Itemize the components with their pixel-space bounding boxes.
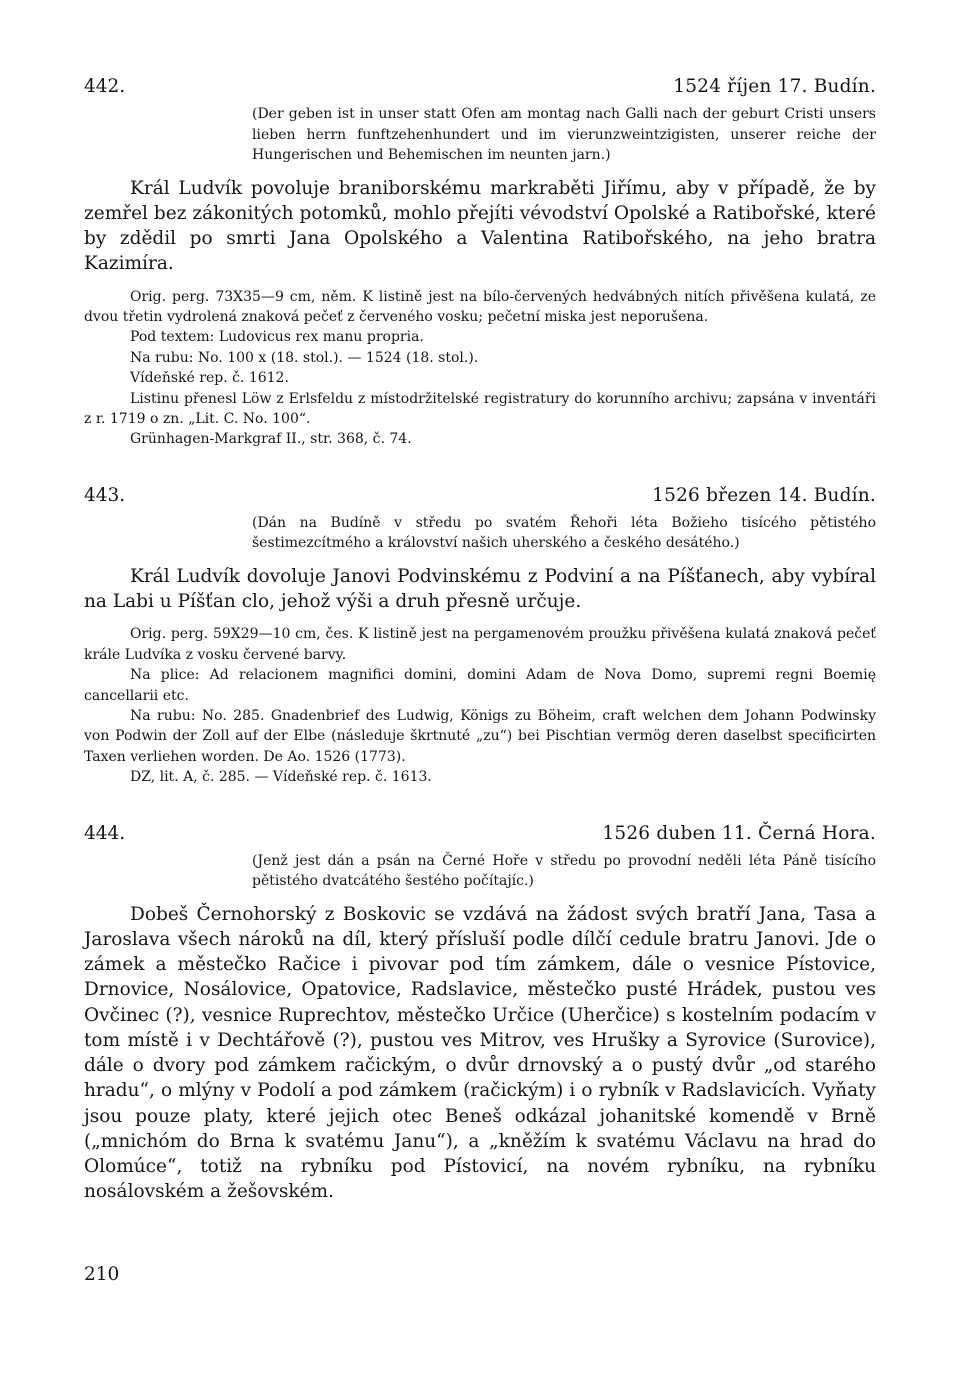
entry-notes <box>84 624 876 787</box>
note-dorse: Na rubu: No. 285. Gnadenbrief des Ludwig, Königs zu Böheim, craft welchen dem Johann Podwinsky von Podwin der Zoll auf der Elbe (následuje škrtnuté „zu“) bei Pischtian vermög deren daselbst specificirten Taxen verliehen worden. De Ao. 1526 (1773). <box>84 708 876 765</box>
entry-number: 444. <box>84 822 126 844</box>
note-provenance: Listinu přenesl Löw z Erlsfeldu z místodržitelské registratury do korunního archivu; zapsána v inventáři z r. 1719 o zn. „Lit. C. No. 100“. <box>84 390 876 428</box>
entry-date: 1524 říjen 17. Budín. <box>673 76 876 97</box>
note-plica: Na plice: Ad relacionem magnifici domini, domini Adam de Nova Domo, supremi regni Boemię cancellarii etc. <box>84 667 876 704</box>
entry-header <box>84 821 876 847</box>
entry-442 <box>84 74 876 450</box>
entry-number: 442. <box>84 76 126 97</box>
entry-header <box>84 483 876 509</box>
note-repertory: Vídeňské rep. č. 1612. <box>130 370 289 387</box>
entry-preamble: (Dán na Budíně v středu po svatém Řehoři léta Božieho tisícého pětistého šestimezcítmého a království našich uherského a českého desátého.) <box>252 514 876 552</box>
document-page <box>84 74 876 1204</box>
note-register: DZ, lit. A, č. 285. — Vídeňské rep. č. 1613. <box>130 769 432 786</box>
page-number: 210 <box>84 1264 120 1285</box>
entry-header <box>84 74 876 100</box>
entry-regest: Král Ludvík povoluje braniborskému markraběti Jiřímu, aby v případě, že by zemřel bez zákonitých potomků, mohlo přejíti vévodství Opolské a Ratibořské, které by zdědil po smrti Jana Opolského a Valentina Ratibořského, na jeho bratra Kazimíra. <box>84 177 876 275</box>
entry-444 <box>84 821 876 1205</box>
entry-notes <box>84 287 876 450</box>
entry-preamble: (Jenž jest dán a psán na Černé Hoře v středu po provodní neděli léta Páně tisícího pětistého dvatcátého šestého počítajíc.) <box>252 852 876 890</box>
note-literature: Grünhagen-Markgraf II., str. 368, č. 74. <box>130 431 412 448</box>
note-original: Orig. perg. 73X35—9 cm, něm. K listině jest na bílo-červených hedvábných nitích přivěšena kulatá, ze dvou třetin vydrolená znaková pečeť z červeného vosku; pečetní miska jest neporušena. <box>84 288 876 325</box>
entry-preamble: (Der geben ist in unser statt Ofen am montag nach Galli nach der geburt Cristi unsers lieben herrn funftzehenhundert und im vierunzweintzigisten, unserer reiche der Hungerischen und Behemischen im neunten jarn.) <box>252 106 876 164</box>
entry-regest: Král Ludvík dovoluje Janovi Podvinskému z Podviní a na Píšťanech, aby vybíral na Labi u Píšťan clo, jehož výši a druh přesně určuje. <box>84 566 876 613</box>
note-original: Orig. perg. 59X29—10 cm, čes. K listině jest na pergamenovém proužku přivěšena kulatá znaková pečeť krále Ludvíka z vosku červené barvy. <box>84 626 876 663</box>
entry-date: 1526 duben 11. Černá Hora. <box>602 822 876 844</box>
entry-443 <box>84 483 876 788</box>
note-subscription: Pod textem: Ludovicus rex manu propria. <box>130 329 424 346</box>
entry-regest: Dobeš Černohorský z Boskovic se vzdává na žádost svých bratří Jana, Tasa a Jaroslava všech nároků na díl, který přísluší podle dílčí cedule bratru Janovi. Jde o zámek a městečko Račice i pivovar pod tím zámkem, dále o vesnice Pístovice, Drnovice, Nosálovice, Opatovice, Radslavice, městečko pusté Hrádek, pustou ves Ovčinec (?), vesnice Ruprechtov, městečko Určice (Uherčice) s kostelním podacím v tom místě i v Dechtářově (?), pustou ves Mitrov, ves Hrušky a Syrovice (Surovice), dále o dvory pod zámkem račickým, o dvůr drnovský a o pustý dvůr „od starého hradu“, o mlýny v Podolí a pod zámkem (račickým) i o rybník v Radslavicích. Vyňaty jsou pouze platy, které jejich otec Beneš odkázal johanitské komendě v Brně („mnichóm do Brna k svatému Janu“), a „kněžím k svatému Václavu na hrad do Olomúce“, totiž na rybníku pod Pístovicí, na novém rybníku, na rybníku nosálovském a žešovském. <box>84 903 876 1203</box>
entry-number: 443. <box>84 484 126 506</box>
entry-date: 1526 březen 14. Budín. <box>652 484 876 506</box>
note-dorse: Na rubu: No. 100 x (18. stol.). — 1524 (18. stol.). <box>130 349 479 366</box>
